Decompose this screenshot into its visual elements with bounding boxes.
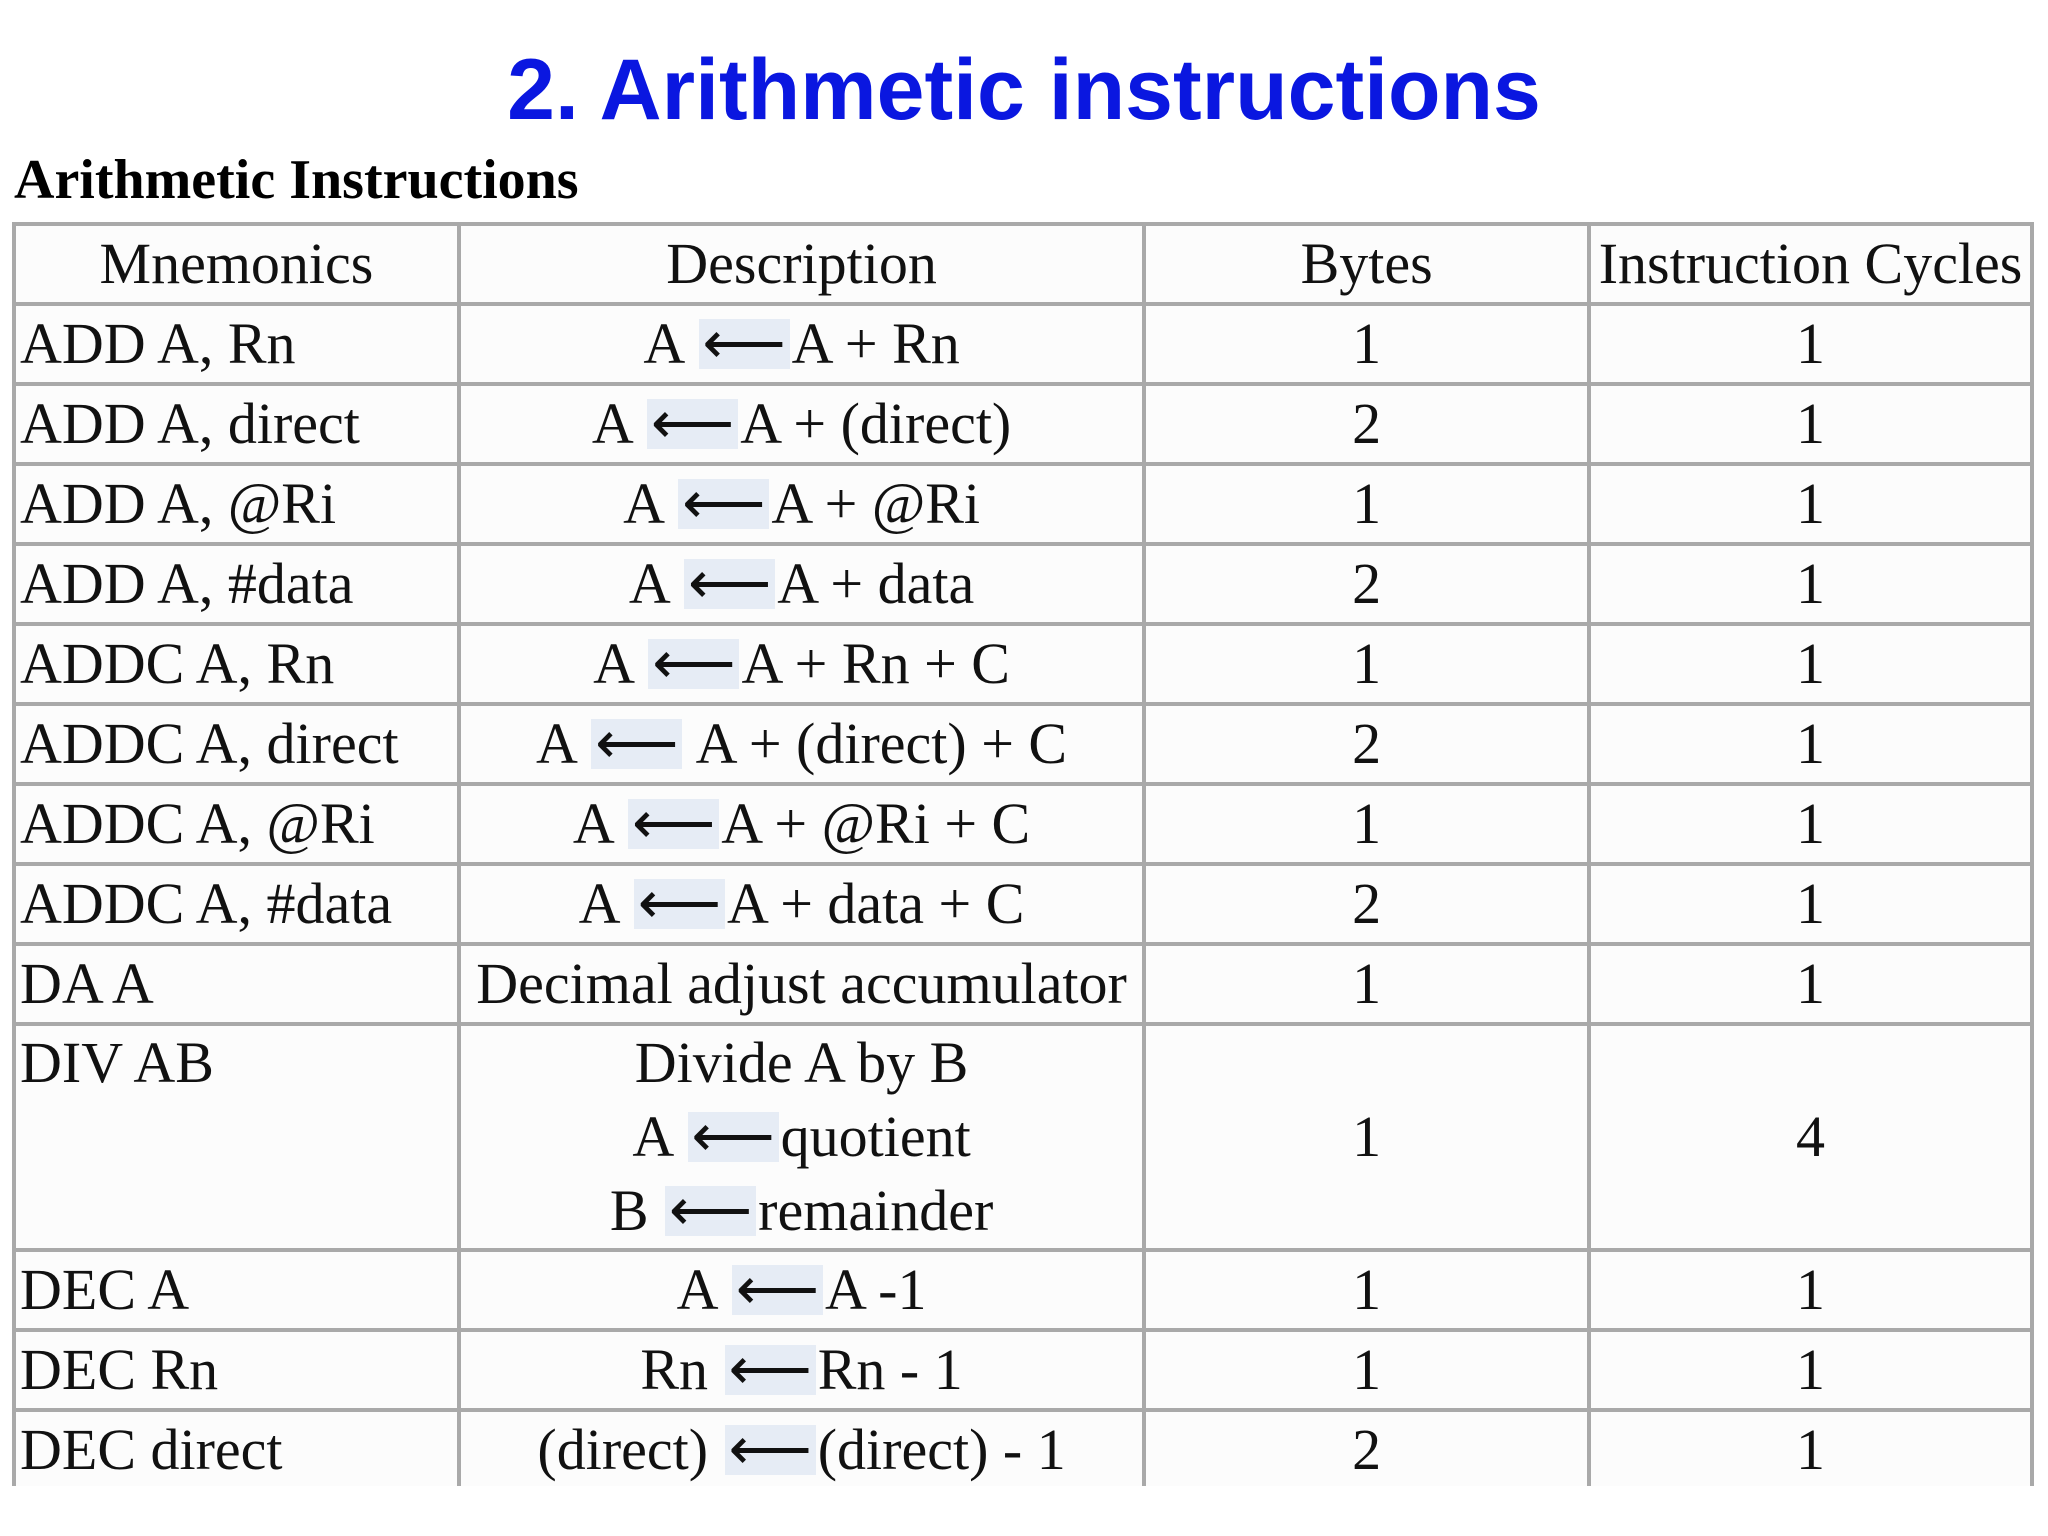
desc-rhs: Rn - 1 — [817, 1337, 963, 1402]
cycles-cell: 1 — [1591, 626, 2030, 702]
cycles-cell: 1 — [1591, 306, 2030, 382]
mnemonic-cell: ADDC A, direct — [16, 706, 457, 782]
desc-rhs: quotient — [780, 1104, 971, 1169]
description-cell — [461, 786, 1142, 862]
left-arrow-icon: ⟵ — [699, 319, 790, 369]
left-arrow-icon: ⟵ — [647, 399, 738, 449]
mnemonic-cell: DEC direct — [16, 1412, 457, 1486]
bytes-cell: 1 — [1146, 1252, 1587, 1328]
table-row — [16, 386, 2030, 462]
bytes-cell: 1 — [1146, 306, 1587, 382]
description-cell — [461, 626, 1142, 702]
desc-rhs: (direct) - 1 — [817, 1417, 1066, 1482]
cycles-cell: 1 — [1591, 1252, 2030, 1328]
left-arrow-icon: ⟵ — [688, 1112, 779, 1162]
header-instruction-cycles: Instruction Cycles — [1591, 226, 2030, 302]
header-row — [16, 226, 2030, 302]
description-cell — [461, 866, 1142, 942]
desc-lhs: Rn — [640, 1337, 709, 1402]
bytes-cell: 2 — [1146, 546, 1587, 622]
table-row — [16, 1332, 2030, 1408]
description-cell — [461, 1026, 1142, 1248]
bytes-cell: 2 — [1146, 386, 1587, 462]
cycles-cell: 1 — [1591, 706, 2030, 782]
table-row — [16, 546, 2030, 622]
description-cell — [461, 466, 1142, 542]
table-row — [16, 786, 2030, 862]
desc-line: Divide A by B — [634, 1030, 969, 1095]
cycles-cell: 1 — [1591, 866, 2030, 942]
bytes-cell: 1 — [1146, 626, 1587, 702]
table-row — [16, 946, 2030, 1022]
desc-lhs: B — [609, 1178, 649, 1243]
cycles-cell: 1 — [1591, 1412, 2030, 1486]
bytes-cell: 1 — [1146, 466, 1587, 542]
mnemonic-cell: ADD A, @Ri — [16, 466, 457, 542]
mnemonic-cell: DA A — [16, 946, 457, 1022]
description-cell — [461, 386, 1142, 462]
bytes-cell: 1 — [1146, 946, 1587, 1022]
cycles-cell: 1 — [1591, 466, 2030, 542]
desc-rhs: A + data — [777, 551, 975, 616]
cycles-cell: 1 — [1591, 946, 2030, 1022]
cycles-cell: 1 — [1591, 386, 2030, 462]
desc-rhs: A + @Ri — [771, 471, 981, 536]
desc-rhs: A + data + C — [727, 871, 1025, 936]
mnemonic-cell: ADD A, direct — [16, 386, 457, 462]
slide-title: 2. Arithmetic instructions — [507, 42, 1541, 138]
desc-line — [465, 1100, 1138, 1174]
description-cell — [461, 706, 1142, 782]
desc-rhs: A + @Ri + C — [721, 791, 1031, 856]
desc-rhs: A + (direct) + C — [695, 711, 1068, 776]
bytes-cell: 2 — [1146, 866, 1587, 942]
desc-rhs: A + Rn + C — [741, 631, 1010, 696]
bytes-cell: 1 — [1146, 1332, 1587, 1408]
desc-rhs: remainder — [758, 1178, 994, 1243]
mnemonic-cell: ADDC A, @Ri — [16, 786, 457, 862]
mnemonic-cell: ADDC A, #data — [16, 866, 457, 942]
left-arrow-icon: ⟵ — [684, 559, 775, 609]
left-arrow-icon: ⟵ — [648, 639, 739, 689]
table-row — [16, 866, 2030, 942]
desc-lhs: A — [628, 551, 668, 616]
desc-line — [465, 1174, 1138, 1248]
description-cell — [461, 1412, 1142, 1486]
description-cell — [461, 306, 1142, 382]
cycles-cell: 1 — [1591, 1332, 2030, 1408]
table-row — [16, 306, 2030, 382]
table-row — [16, 1026, 2030, 1248]
left-arrow-icon: ⟵ — [665, 1186, 756, 1236]
left-arrow-icon: ⟵ — [725, 1345, 816, 1395]
desc-rhs: A -1 — [824, 1257, 927, 1322]
bytes-cell: 1 — [1146, 1026, 1587, 1248]
mnemonic-cell: DIV AB — [16, 1026, 457, 1248]
table-row — [16, 466, 2030, 542]
desc-lhs: A — [591, 391, 631, 456]
desc-rhs: A + Rn — [791, 311, 960, 376]
desc-lhs: A — [578, 871, 618, 936]
cycles-cell: 1 — [1591, 546, 2030, 622]
desc-lhs: A — [536, 711, 575, 776]
bytes-cell: 2 — [1146, 1412, 1587, 1486]
mnemonic-cell: DEC Rn — [16, 1332, 457, 1408]
table-caption: Arithmetic Instructions — [14, 149, 579, 211]
mnemonic-cell: DEC A — [16, 1252, 457, 1328]
desc-lhs: A — [632, 1104, 672, 1169]
table-row — [16, 1412, 2030, 1486]
header-mnemonics: Mnemonics — [16, 226, 457, 302]
desc-lhs: A — [593, 631, 632, 696]
desc-lhs: A — [623, 471, 662, 536]
desc-lhs: A — [643, 311, 683, 376]
mnemonic-cell: ADD A, #data — [16, 546, 457, 622]
bytes-cell: 2 — [1146, 706, 1587, 782]
mnemonic-cell: ADDC A, Rn — [16, 626, 457, 702]
desc-lhs: A — [572, 791, 612, 856]
table-container — [12, 222, 2034, 1486]
left-arrow-icon: ⟵ — [591, 719, 682, 769]
header-bytes: Bytes — [1146, 226, 1587, 302]
table-row — [16, 626, 2030, 702]
description-cell — [461, 546, 1142, 622]
description-cell: Decimal adjust accumulator — [461, 946, 1142, 1022]
left-arrow-icon: ⟵ — [732, 1265, 823, 1315]
description-cell — [461, 1252, 1142, 1328]
cycles-cell: 1 — [1591, 786, 2030, 862]
desc-rhs: A + (direct) — [740, 391, 1012, 456]
left-arrow-icon: ⟵ — [725, 1425, 816, 1475]
bytes-cell: 1 — [1146, 786, 1587, 862]
table-row — [16, 706, 2030, 782]
left-arrow-icon: ⟵ — [634, 879, 725, 929]
mnemonic-cell: ADD A, Rn — [16, 306, 457, 382]
desc-lhs: (direct) — [537, 1417, 709, 1482]
description-cell — [461, 1332, 1142, 1408]
cycles-cell: 4 — [1591, 1026, 2030, 1248]
desc-lhs: A — [676, 1257, 716, 1322]
table-row — [16, 1252, 2030, 1328]
left-arrow-icon: ⟵ — [678, 479, 769, 529]
left-arrow-icon: ⟵ — [628, 799, 719, 849]
header-description: Description — [461, 226, 1142, 302]
arithmetic-instructions-table — [12, 222, 2034, 1486]
